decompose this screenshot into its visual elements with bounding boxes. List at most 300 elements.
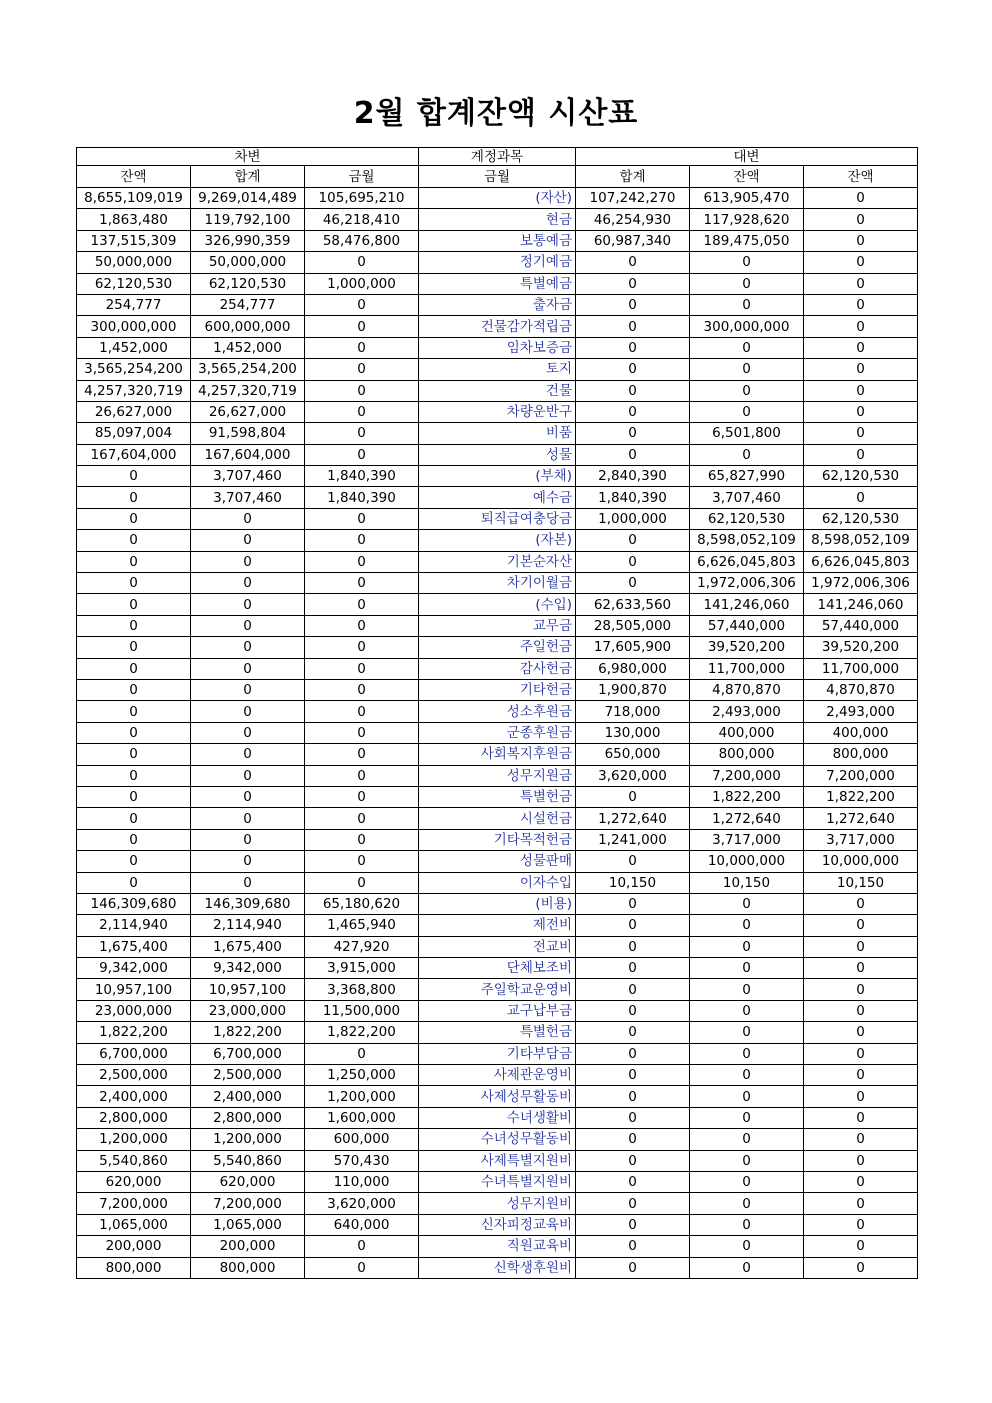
credit-total: 60,987,340	[576, 230, 690, 251]
header-credit-balance: 잔액	[690, 166, 804, 188]
debit-total: 23,000,000	[191, 1000, 305, 1021]
credit-balance: 189,475,050	[690, 230, 804, 251]
credit-total: 0	[576, 979, 690, 1000]
debit-total: 4,257,320,719	[191, 380, 305, 401]
credit-total: 1,900,870	[576, 679, 690, 700]
debit-month: 0	[305, 786, 419, 807]
credit-balance: 0	[690, 1022, 804, 1043]
credit-balance-2: 57,440,000	[804, 615, 918, 636]
credit-balance-2: 0	[804, 337, 918, 358]
credit-total: 0	[576, 573, 690, 594]
credit-balance-2: 0	[804, 230, 918, 251]
debit-total: 0	[191, 808, 305, 829]
credit-balance-2: 0	[804, 915, 918, 936]
table-row	[77, 273, 918, 294]
debit-month: 0	[305, 380, 419, 401]
debit-month: 1,000,000	[305, 273, 419, 294]
table-row	[77, 551, 918, 572]
header-row-columns	[77, 166, 918, 188]
debit-month: 0	[305, 701, 419, 722]
credit-balance-2: 3,717,000	[804, 829, 918, 850]
credit-balance-2: 10,150	[804, 872, 918, 893]
debit-total: 254,777	[191, 294, 305, 315]
credit-total: 0	[576, 444, 690, 465]
credit-total: 0	[576, 337, 690, 358]
debit-balance: 10,957,100	[77, 979, 191, 1000]
debit-month: 0	[305, 615, 419, 636]
credit-balance-2: 0	[804, 958, 918, 979]
table-row	[77, 1193, 918, 1214]
credit-total: 0	[576, 530, 690, 551]
debit-total: 50,000,000	[191, 252, 305, 273]
credit-balance: 0	[690, 359, 804, 380]
credit-balance: 10,150	[690, 872, 804, 893]
debit-balance: 0	[77, 487, 191, 508]
credit-balance: 0	[690, 1043, 804, 1064]
credit-total: 0	[576, 1129, 690, 1150]
debit-total: 1,065,000	[191, 1214, 305, 1235]
debit-month: 1,840,390	[305, 466, 419, 487]
credit-total: 0	[576, 893, 690, 914]
credit-balance: 4,870,870	[690, 679, 804, 700]
table-row	[77, 444, 918, 465]
debit-month: 0	[305, 808, 419, 829]
credit-balance-2: 0	[804, 1236, 918, 1257]
credit-total: 6,980,000	[576, 658, 690, 679]
credit-total: 1,272,640	[576, 808, 690, 829]
credit-balance: 0	[690, 1107, 804, 1128]
credit-balance-2: 0	[804, 1171, 918, 1192]
credit-balance-2: 62,120,530	[804, 466, 918, 487]
table-row	[77, 765, 918, 786]
debit-balance: 0	[77, 530, 191, 551]
credit-balance: 0	[690, 1257, 804, 1278]
table-row	[77, 316, 918, 337]
debit-balance: 0	[77, 594, 191, 615]
account-name: 수녀성무활동비	[419, 1129, 576, 1150]
credit-balance: 0	[690, 1193, 804, 1214]
debit-month: 0	[305, 872, 419, 893]
debit-total: 0	[191, 744, 305, 765]
credit-balance: 39,520,200	[690, 637, 804, 658]
credit-balance-2: 0	[804, 1107, 918, 1128]
table-row	[77, 380, 918, 401]
table-row	[77, 915, 918, 936]
debit-total: 2,400,000	[191, 1086, 305, 1107]
debit-balance: 800,000	[77, 1257, 191, 1278]
header-credit: 대변	[576, 148, 918, 166]
account-name: 성물	[419, 444, 576, 465]
credit-total: 0	[576, 316, 690, 337]
debit-balance: 50,000,000	[77, 252, 191, 273]
credit-total: 1,000,000	[576, 508, 690, 529]
debit-total: 1,452,000	[191, 337, 305, 358]
table-row	[77, 744, 918, 765]
debit-balance: 0	[77, 765, 191, 786]
credit-balance: 11,700,000	[690, 658, 804, 679]
debit-total: 0	[191, 765, 305, 786]
account-name: 사제특별지원비	[419, 1150, 576, 1171]
account-name: 예수금	[419, 487, 576, 508]
debit-total: 2,114,940	[191, 915, 305, 936]
credit-total: 0	[576, 1193, 690, 1214]
credit-total: 0	[576, 936, 690, 957]
account-name: 임차보증금	[419, 337, 576, 358]
account-name: 사제성무활동비	[419, 1086, 576, 1107]
credit-balance-2: 1,822,200	[804, 786, 918, 807]
credit-balance-2: 0	[804, 979, 918, 1000]
credit-balance: 0	[690, 337, 804, 358]
credit-total: 3,620,000	[576, 765, 690, 786]
debit-total: 91,598,804	[191, 423, 305, 444]
debit-month: 0	[305, 337, 419, 358]
debit-balance: 5,540,860	[77, 1150, 191, 1171]
debit-month: 0	[305, 423, 419, 444]
credit-balance: 0	[690, 1214, 804, 1235]
account-name: 군종후원금	[419, 722, 576, 743]
debit-balance: 1,452,000	[77, 337, 191, 358]
account-name: 보통예금	[419, 230, 576, 251]
debit-month: 0	[305, 765, 419, 786]
debit-balance: 2,500,000	[77, 1065, 191, 1086]
credit-balance-2: 0	[804, 1129, 918, 1150]
account-name: 특별헌금	[419, 1022, 576, 1043]
debit-balance: 4,257,320,719	[77, 380, 191, 401]
debit-balance: 300,000,000	[77, 316, 191, 337]
debit-balance: 0	[77, 701, 191, 722]
credit-balance: 0	[690, 401, 804, 422]
credit-total: 650,000	[576, 744, 690, 765]
debit-total: 3,707,460	[191, 487, 305, 508]
header-account: 계정과목	[419, 148, 576, 166]
credit-balance-2: 0	[804, 893, 918, 914]
table-row	[77, 188, 918, 209]
credit-total: 0	[576, 1022, 690, 1043]
credit-balance-2: 0	[804, 1193, 918, 1214]
credit-balance: 2,493,000	[690, 701, 804, 722]
credit-balance: 0	[690, 936, 804, 957]
header-debit: 차변	[77, 148, 419, 166]
credit-total: 17,605,900	[576, 637, 690, 658]
debit-month: 3,620,000	[305, 1193, 419, 1214]
credit-balance-2: 4,870,870	[804, 679, 918, 700]
debit-total: 26,627,000	[191, 401, 305, 422]
debit-month: 0	[305, 1257, 419, 1278]
debit-balance: 0	[77, 829, 191, 850]
credit-total: 130,000	[576, 722, 690, 743]
credit-total: 718,000	[576, 701, 690, 722]
credit-balance-2: 0	[804, 209, 918, 230]
debit-month: 0	[305, 1236, 419, 1257]
credit-balance-2: 0	[804, 444, 918, 465]
header-row-groups	[77, 148, 918, 166]
account-name: 성소후원금	[419, 701, 576, 722]
account-name: 신학생후원비	[419, 1257, 576, 1278]
credit-balance: 6,501,800	[690, 423, 804, 444]
table-row	[77, 1000, 918, 1021]
debit-balance: 254,777	[77, 294, 191, 315]
table-row	[77, 294, 918, 315]
credit-total: 0	[576, 273, 690, 294]
debit-balance: 0	[77, 808, 191, 829]
header-credit-balance-2: 잔액	[804, 166, 918, 188]
debit-total: 146,309,680	[191, 893, 305, 914]
credit-balance: 3,707,460	[690, 487, 804, 508]
table-row	[77, 359, 918, 380]
debit-total: 62,120,530	[191, 273, 305, 294]
credit-total: 0	[576, 401, 690, 422]
debit-month: 570,430	[305, 1150, 419, 1171]
credit-total: 0	[576, 1214, 690, 1235]
account-name: 교구납부금	[419, 1000, 576, 1021]
credit-balance-2: 39,520,200	[804, 637, 918, 658]
credit-balance-2: 0	[804, 1257, 918, 1278]
trial-balance-table	[76, 147, 918, 1279]
debit-balance: 0	[77, 679, 191, 700]
credit-balance: 57,440,000	[690, 615, 804, 636]
credit-balance-2: 8,598,052,109	[804, 530, 918, 551]
debit-month: 0	[305, 573, 419, 594]
debit-total: 9,342,000	[191, 958, 305, 979]
credit-balance-2: 10,000,000	[804, 851, 918, 872]
debit-balance: 62,120,530	[77, 273, 191, 294]
table-row	[77, 808, 918, 829]
header-debit-total: 합계	[191, 166, 305, 188]
credit-total: 0	[576, 1171, 690, 1192]
debit-balance: 1,675,400	[77, 936, 191, 957]
account-name: 정기예금	[419, 252, 576, 273]
credit-balance: 0	[690, 252, 804, 273]
credit-balance: 0	[690, 979, 804, 1000]
debit-total: 620,000	[191, 1171, 305, 1192]
account-name: 교무금	[419, 615, 576, 636]
table-row	[77, 252, 918, 273]
debit-balance: 1,065,000	[77, 1214, 191, 1235]
credit-balance-2: 0	[804, 423, 918, 444]
credit-balance: 0	[690, 1000, 804, 1021]
account-name: (자본)	[419, 530, 576, 551]
credit-balance-2: 0	[804, 273, 918, 294]
debit-total: 5,540,860	[191, 1150, 305, 1171]
table-row	[77, 1043, 918, 1064]
credit-balance: 0	[690, 893, 804, 914]
account-name: 성무지원금	[419, 765, 576, 786]
account-name: 수녀생활비	[419, 1107, 576, 1128]
credit-balance-2: 1,272,640	[804, 808, 918, 829]
credit-balance-2: 0	[804, 380, 918, 401]
debit-total: 2,500,000	[191, 1065, 305, 1086]
debit-month: 1,200,000	[305, 1086, 419, 1107]
account-name: (자산)	[419, 188, 576, 209]
credit-balance-2: 6,626,045,803	[804, 551, 918, 572]
table-row	[77, 893, 918, 914]
table-row	[77, 466, 918, 487]
table-row	[77, 637, 918, 658]
credit-balance: 0	[690, 1236, 804, 1257]
credit-total: 2,840,390	[576, 466, 690, 487]
debit-month: 0	[305, 444, 419, 465]
debit-balance: 620,000	[77, 1171, 191, 1192]
credit-balance-2: 11,700,000	[804, 658, 918, 679]
debit-balance: 200,000	[77, 1236, 191, 1257]
credit-balance: 0	[690, 1086, 804, 1107]
credit-balance: 800,000	[690, 744, 804, 765]
debit-total: 0	[191, 508, 305, 529]
table-row	[77, 508, 918, 529]
account-name: 차량운반구	[419, 401, 576, 422]
credit-balance: 65,827,990	[690, 466, 804, 487]
account-name: 특별예금	[419, 273, 576, 294]
credit-balance-2: 0	[804, 1043, 918, 1064]
credit-total: 62,633,560	[576, 594, 690, 615]
credit-balance-2: 0	[804, 359, 918, 380]
credit-balance-2: 0	[804, 401, 918, 422]
header-debit-balance: 잔액	[77, 166, 191, 188]
debit-month: 0	[305, 359, 419, 380]
credit-total: 1,241,000	[576, 829, 690, 850]
debit-month: 1,822,200	[305, 1022, 419, 1043]
account-name: (부채)	[419, 466, 576, 487]
debit-total: 800,000	[191, 1257, 305, 1278]
debit-month: 0	[305, 294, 419, 315]
credit-balance: 0	[690, 380, 804, 401]
debit-total: 167,604,000	[191, 444, 305, 465]
account-name: 주일헌금	[419, 637, 576, 658]
debit-balance: 0	[77, 615, 191, 636]
debit-balance: 9,342,000	[77, 958, 191, 979]
account-name: 성무지원비	[419, 1193, 576, 1214]
debit-balance: 7,200,000	[77, 1193, 191, 1214]
account-name: 성물판매	[419, 851, 576, 872]
credit-balance-2: 0	[804, 316, 918, 337]
debit-month: 3,915,000	[305, 958, 419, 979]
table-row	[77, 658, 918, 679]
page-title: 2월 합계잔액 시산표	[353, 96, 639, 131]
credit-balance-2: 0	[804, 188, 918, 209]
debit-month: 0	[305, 744, 419, 765]
debit-month: 0	[305, 401, 419, 422]
debit-balance: 3,565,254,200	[77, 359, 191, 380]
debit-month: 1,465,940	[305, 915, 419, 936]
debit-total: 0	[191, 872, 305, 893]
debit-month: 0	[305, 530, 419, 551]
credit-total: 0	[576, 915, 690, 936]
debit-month: 600,000	[305, 1129, 419, 1150]
table-row	[77, 979, 918, 1000]
credit-total: 0	[576, 380, 690, 401]
debit-total: 0	[191, 722, 305, 743]
credit-total: 28,505,000	[576, 615, 690, 636]
table-row	[77, 594, 918, 615]
credit-total: 0	[576, 1107, 690, 1128]
debit-total: 10,957,100	[191, 979, 305, 1000]
debit-balance: 1,822,200	[77, 1022, 191, 1043]
credit-total: 0	[576, 551, 690, 572]
debit-month: 110,000	[305, 1171, 419, 1192]
account-name: 차기이월금	[419, 573, 576, 594]
credit-balance: 6,626,045,803	[690, 551, 804, 572]
credit-balance-2: 0	[804, 487, 918, 508]
debit-month: 427,920	[305, 936, 419, 957]
table-row	[77, 1150, 918, 1171]
debit-balance: 0	[77, 637, 191, 658]
credit-balance-2: 800,000	[804, 744, 918, 765]
account-name: 수녀특별지원비	[419, 1171, 576, 1192]
debit-total: 0	[191, 594, 305, 615]
account-name: 감사헌금	[419, 658, 576, 679]
account-name: 기타헌금	[419, 679, 576, 700]
table-row	[77, 786, 918, 807]
account-name: 사제관운영비	[419, 1065, 576, 1086]
debit-month: 11,500,000	[305, 1000, 419, 1021]
credit-total: 0	[576, 1000, 690, 1021]
debit-month: 46,218,410	[305, 209, 419, 230]
credit-balance: 0	[690, 1129, 804, 1150]
debit-balance: 2,114,940	[77, 915, 191, 936]
debit-balance: 1,863,480	[77, 209, 191, 230]
debit-balance: 2,400,000	[77, 1086, 191, 1107]
credit-balance-2: 7,200,000	[804, 765, 918, 786]
debit-month: 0	[305, 829, 419, 850]
header-account-month: 금월	[419, 166, 576, 188]
credit-balance: 1,972,006,306	[690, 573, 804, 594]
debit-balance: 0	[77, 508, 191, 529]
debit-month: 0	[305, 508, 419, 529]
debit-balance: 2,800,000	[77, 1107, 191, 1128]
credit-total: 0	[576, 252, 690, 273]
debit-balance: 6,700,000	[77, 1043, 191, 1064]
debit-total: 200,000	[191, 1236, 305, 1257]
debit-total: 600,000,000	[191, 316, 305, 337]
debit-balance: 0	[77, 786, 191, 807]
credit-balance: 0	[690, 915, 804, 936]
credit-total: 0	[576, 294, 690, 315]
debit-total: 1,822,200	[191, 1022, 305, 1043]
account-name: 전교비	[419, 936, 576, 957]
credit-total: 0	[576, 1043, 690, 1064]
credit-balance-2: 1,972,006,306	[804, 573, 918, 594]
account-name: 비품	[419, 423, 576, 444]
credit-balance-2: 0	[804, 1000, 918, 1021]
table-row	[77, 337, 918, 358]
debit-balance: 146,309,680	[77, 893, 191, 914]
debit-month: 0	[305, 722, 419, 743]
credit-balance: 0	[690, 294, 804, 315]
debit-total: 0	[191, 851, 305, 872]
table-row	[77, 701, 918, 722]
credit-balance-2: 0	[804, 1086, 918, 1107]
account-name: 단체보조비	[419, 958, 576, 979]
debit-total: 0	[191, 829, 305, 850]
credit-total: 0	[576, 1257, 690, 1278]
table-row	[77, 615, 918, 636]
debit-total: 1,200,000	[191, 1129, 305, 1150]
header-credit-total: 합계	[576, 166, 690, 188]
table-row	[77, 1171, 918, 1192]
debit-month: 0	[305, 594, 419, 615]
credit-balance: 3,717,000	[690, 829, 804, 850]
table-row	[77, 530, 918, 551]
debit-total: 9,269,014,489	[191, 188, 305, 209]
debit-total: 0	[191, 658, 305, 679]
debit-balance: 0	[77, 872, 191, 893]
credit-balance: 0	[690, 444, 804, 465]
credit-balance-2: 141,246,060	[804, 594, 918, 615]
account-name: (수입)	[419, 594, 576, 615]
debit-month: 0	[305, 658, 419, 679]
debit-total: 3,707,460	[191, 466, 305, 487]
credit-total: 0	[576, 851, 690, 872]
